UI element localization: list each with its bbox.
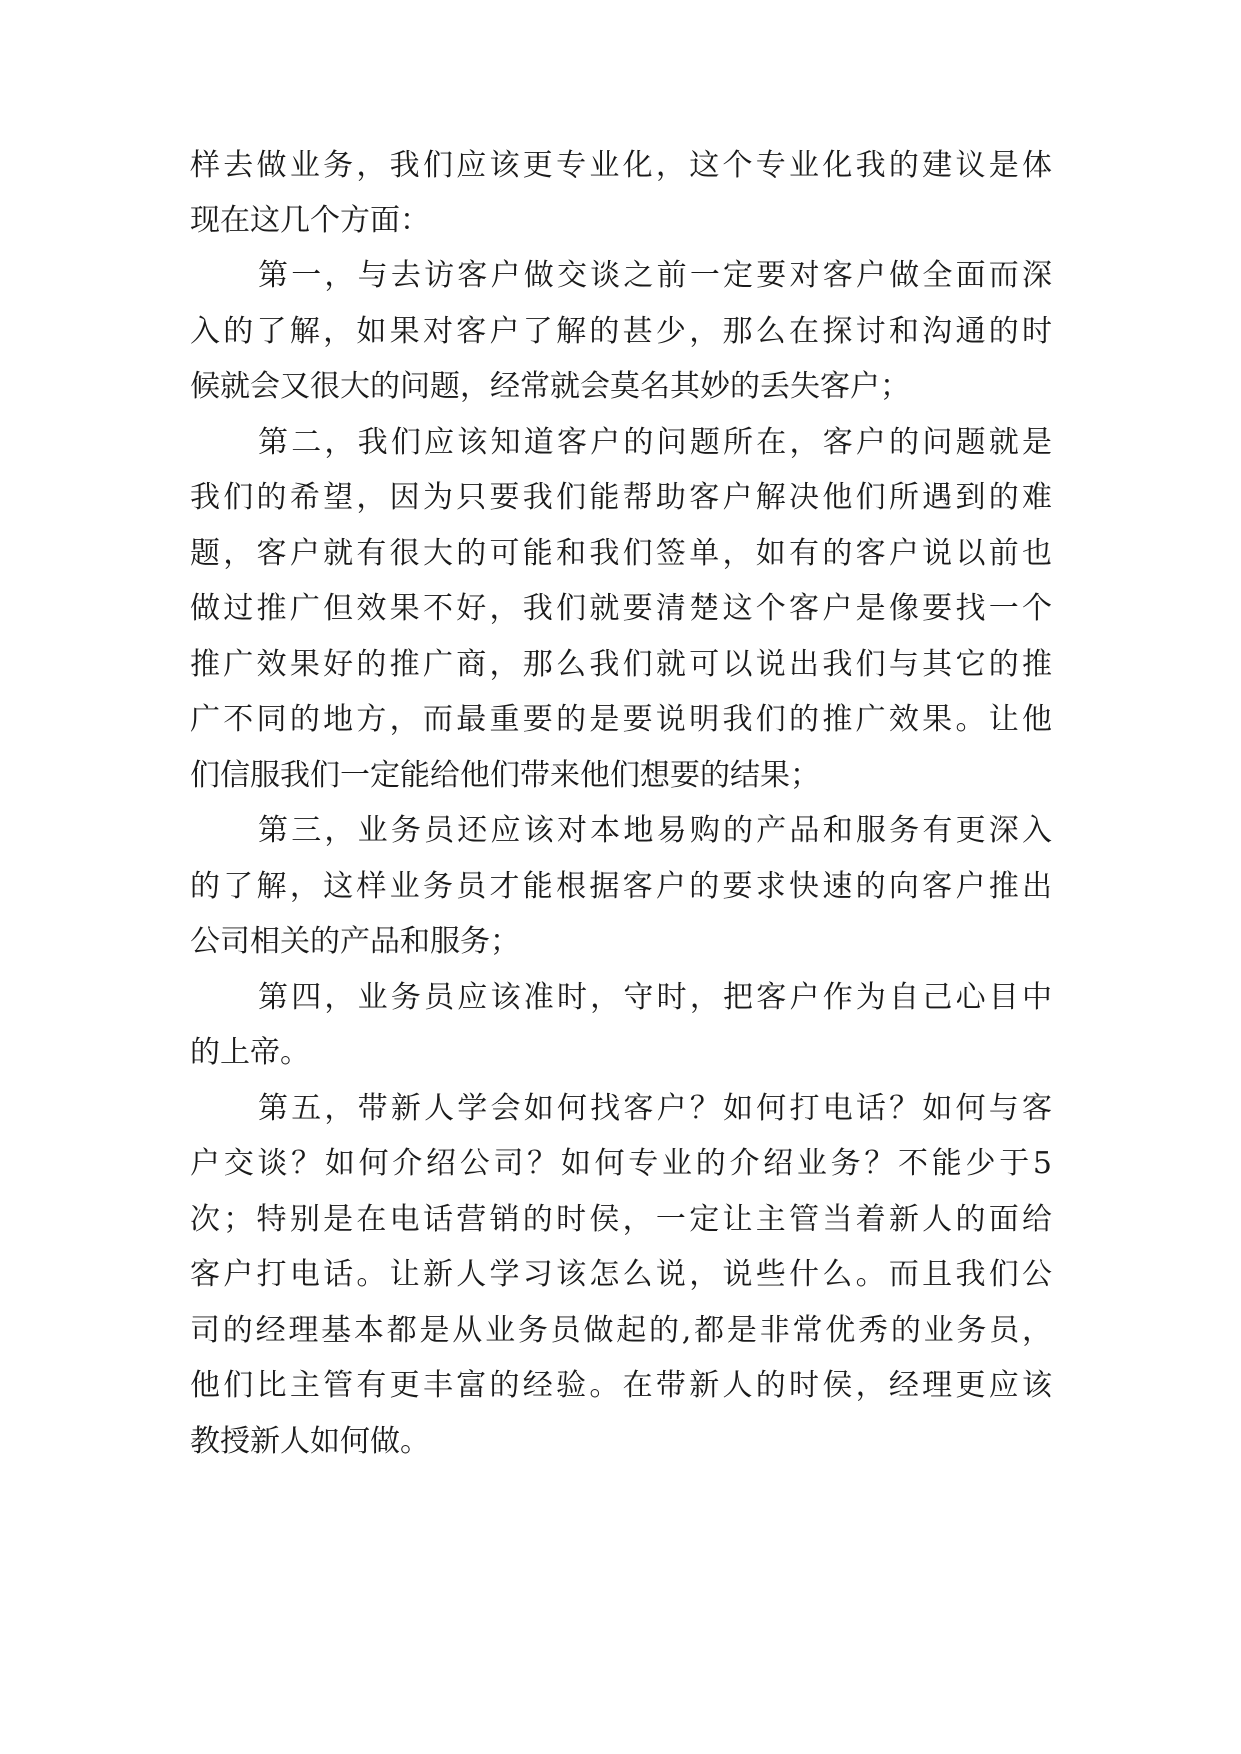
- text-line: 广不同的地方，而最重要的是要说明我们的推广效果。让他: [190, 702, 1052, 737]
- text-line: 第三，业务员还应该对本地易购的产品和服务有更深入: [258, 813, 1052, 848]
- text-line: 户交谈？如何介绍公司？如何专业的介绍业务？不能少于5: [190, 1146, 1052, 1181]
- text-line: 第一，与去访客户做交谈之前一定要对客户做全面而深: [258, 258, 1052, 293]
- text-line: 他们比主管有更丰富的经验。在带新人的时侯，经理更应该: [190, 1368, 1052, 1403]
- text-line: 我们的希望，因为只要我们能帮助客户解决他们所遇到的难: [190, 480, 1052, 515]
- text-line: 次；特别是在电话营销的时侯，一定让主管当着新人的面给: [190, 1202, 1052, 1237]
- text-line: 样去做业务，我们应该更专业化，这个专业化我的建议是体: [190, 148, 1052, 183]
- text-line: 第四，业务员应该准时，守时，把客户作为自己心目中: [258, 980, 1052, 1015]
- text-line: 候就会又很大的问题，经常就会莫名其妙的丢失客户；: [190, 369, 910, 404]
- text-line: 第五，带新人学会如何找客户？如何打电话？如何与客: [258, 1091, 1052, 1126]
- text-line: 教授新人如何做。: [190, 1424, 430, 1459]
- text-line: 做过推广但效果不好，我们就要清楚这个客户是像要找一个: [190, 591, 1052, 626]
- text-line: 题，客户就有很大的可能和我们签单，如有的客户说以前也: [190, 536, 1052, 571]
- text-line: 们信服我们一定能给他们带来他们想要的结果；: [190, 758, 820, 793]
- text-line: 推广效果好的推广商，那么我们就可以说出我们与其它的推: [190, 647, 1052, 682]
- text-line: 的上帝。: [190, 1035, 310, 1070]
- text-line: 现在这几个方面：: [190, 203, 430, 238]
- text-line: 司的经理基本都是从业务员做起的,都是非常优秀的业务员，: [190, 1313, 1052, 1348]
- text-line: 第二，我们应该知道客户的问题所在，客户的问题就是: [258, 425, 1052, 460]
- text-line: 的了解，这样业务员才能根据客户的要求快速的向客户推出: [190, 869, 1052, 904]
- text-line: 公司相关的产品和服务；: [190, 924, 520, 959]
- text-line: 入的了解，如果对客户了解的甚少，那么在探讨和沟通的时: [190, 314, 1052, 349]
- text-line: 客户打电话。让新人学习该怎么说，说些什么。而且我们公: [190, 1257, 1052, 1292]
